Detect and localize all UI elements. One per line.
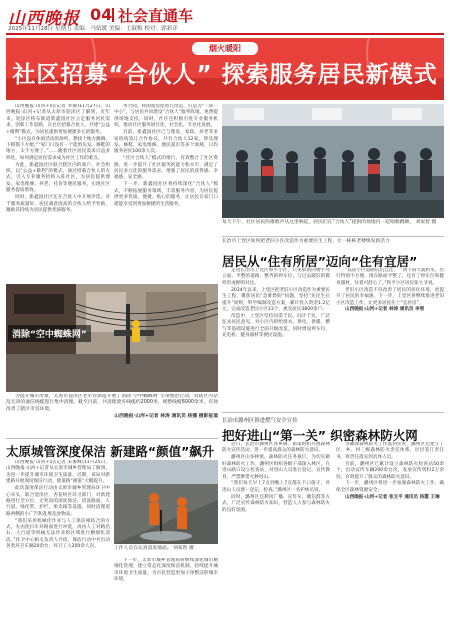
byline: 山西晚报·山河+记者 林涛 通讯员 杨娜 摄影报道 (114, 413, 218, 419)
paragraph: 为确保森林防火工作落到实处，潞州区还建立了区、乡、村三级森林防火责任体系，层层签订责任书，将责任落实到具体人员。 (336, 442, 444, 460)
photo-overlay-title: 消除“空中蜘蛛网” (8, 325, 91, 342)
paragraph: “以前小区道路坑坑洼洼，一到下雨天就积水，出行特别不方便。现在路面平整了，还有了停车位和健身器材，住着可舒心了。”和平小区居民张大爷说。 (336, 268, 444, 286)
paragraph: 此次深度保洁行动由太原市城乡管理局环卫中心牵头，联合迎泽区、杏花岭区环卫部门，对新建路进行全方位、无死角的深度保洁，清洗路面、人行道、绿化带、护栏、果皮箱等设施，同时清理道路两侧的小广告和乱堆乱放物品。 (6, 486, 110, 517)
paragraph: 下一步，太原市城乡管理局将继续深化城市精细化管理，建立常态化深度保洁机制，持续提升城市环境卫生质量，为市民营造更加干净整洁的城市环境。 (114, 558, 218, 583)
paragraph: 下一步，新鑫园社区将持续深化“合伙人”模式，不断拓展服务领域，丰富服务内容，为居民提供更多优质、便捷、贴心的服务，让居民在家门口就能享受到更加便捷的生活服务。 (114, 182, 218, 207)
article-title[interactable]: 把好进山“第一关” 织密森林防火网 (222, 428, 418, 443)
lead-photo-caption: 每天下午，社区居民的歌唱声从这里响起，居民们在“合伙人”提供的场地内一起唱歌跳舞。 刘家智 摄 (222, 220, 437, 225)
masthead (6, 2, 444, 32)
headline-banner (6, 38, 444, 100)
paragraph: “我们每天早上7点到晚上7点都在卡口值守，对进山人员逐一登记、检查。”潞州区一名护林员说。 (222, 481, 330, 493)
newspaper-logo[interactable]: 山西晚报 (8, 9, 80, 29)
section-title: 社会直通车 (118, 7, 194, 25)
paragraph: 近日，长治市潞州区各乡镇、街道组织开展森林防火宣传活动，进一步提高群众的森林防火意识。 (222, 442, 330, 454)
paragraph: 2024年以来，上党区把老旧小区改造作为重要民生工程，聚焦居民“急难愁盼”问题，坚持“先民生后提升”原则，科学编制改造方案，累计投入资金1.2亿元，完成改造老旧小区23个，惠及居民3800余户。 (222, 287, 330, 312)
paragraph: 为提升城市形象，太原市迎泽区老军营街道开展了消除“空中蜘蛛网”专项整治行动，对辖区内杂乱无章的通信线缆进行集中清理。截至目前，共清理废弃线缆约2000米，规整线缆6000余米，有效改善了辖区市容环境。 (6, 394, 218, 412)
masthead-divider (112, 8, 114, 22)
article-kicker: 长治市潞州区推进燃气安全宣传 (222, 418, 298, 424)
page-number: 04 (90, 5, 113, 24)
article-title[interactable]: 太原城管深度保洁 新建路“颜值”飙升 (6, 444, 215, 459)
article-col2 (336, 442, 444, 636)
paragraph: 走进长治市上党区和平小区，只见崭新的楼宇外立面、平整的道路、整齐的停车位，与过去破旧的模样形成鲜明对比。 (222, 268, 330, 286)
paragraph: 下一步，潞州区将进一步加强森林防火工作，确保全区森林资源安全。 (336, 481, 444, 493)
lead-photo-scene (222, 104, 444, 218)
paragraph: 改造中，上党区坚持问需于民、问计于民，广泛征求居民意见，对小区内的给排水、供电、供暖、燃气等基础设施进行全面升级改造，同时增设停车位、充电桩、健身器材等便民设施。 (222, 313, 330, 339)
byline: 山西晚报·山河+记者 张文平 通讯员 杨霞 王琳 (345, 494, 440, 500)
lead-article-col1 (6, 104, 110, 280)
paragraph: “小区没有休闲活动的场所，想找个地方跳舞、下棋都不方便。”“家门口没有一个能剪头发、修鞋的地方，太不方便了。”……随着社区居民需求日益多样化，如何满足居民需求成为社区工作的难点。 (6, 136, 110, 161)
paragraph: 同时，潞州区还利用广播、宣传车、微信群等方式，广泛宣传森林防火知识，营造人人参与森林防火的良好氛围。 (222, 494, 330, 513)
paragraph: 为此，新鑫园社区联合辖区内的商户、社会组织，以“公益+微利”的模式，通过招募合伙人的方式，引入专业服务机构入驻社区，为居民提供理发、家电维修、养老、托育等便民服务，实现社区服务提质增效。 (6, 162, 110, 194)
feature-summary (6, 394, 218, 438)
article-col1 (222, 442, 330, 636)
article-kicker: 长治市上党区如何把老旧小区改造作为重要民生工程，让一栋栋老楼焕发新活力 (222, 239, 390, 244)
dateline: 2025年11月28日 星期五 责编：马婧媛 美编：王淑梅 校对：郭彩萍 (8, 26, 178, 32)
paragraph: “社区合伙人”模式的推行，有效整合了社区资源，进一步提升了社区服务的能力和水平，满足了居民多元化的服务需求，增强了居民的获得感、幸福感、安全感。 (114, 156, 218, 181)
masthead-rule (6, 33, 444, 35)
lead-photo[interactable] (222, 104, 444, 218)
lead-article-col2 (114, 104, 218, 280)
article-title[interactable]: 居民从“住有所居”迈向“住有宜居” (222, 254, 418, 269)
lead-headline[interactable]: 社区招募“合伙人” 探索服务居民新模式 (12, 62, 438, 88)
article-col1 (222, 268, 330, 410)
paragraph: 目前，新鑫园社区已与理发、家政、养老等多家机构签订合作协议，共有合伙人12家，涉及理发、修鞋、家电维修、便民超市等多个领域，日均服务居民100余人次。 (114, 130, 218, 155)
divider (222, 236, 444, 237)
column-badge: 烟火暖阳 (192, 42, 258, 55)
divider (222, 412, 444, 413)
article-col2 (336, 268, 444, 410)
paragraph: 老旧小区改造不仅改善了居民的居住环境，更提升了居民的幸福感。下一步，上党区将继续推进老旧小区改造工作，让更多居民住上“宜居房”。 (336, 287, 444, 306)
paragraph: 目前，潞州区已累计设立森林防火检查站50余个，出动宣传车辆200余台次，发放宣传资料2万余份，有效提升了群众的森林防火意识。 (336, 461, 444, 480)
paragraph: 同时，新鑫园社区还在合伙人中开展评选，对于服务质量好、居民满意度高的合伙人给予奖励，激励其持续为居民提供优质服务。 (6, 195, 110, 213)
cleaning-photo[interactable] (114, 460, 218, 544)
paragraph: 山西晚报·山河+讯(记者 宋俊峰)11月25日，山西晚报·山河+记者从太原市城乡管理局了解到，为进一步提升城市环境卫生质量，近期，该局对新建路开展深度保洁行动，使道路“颜值”大幅提升。 (6, 460, 110, 485)
paragraph: 山西晚报·山河+讯(记者 李静)11月27日，山西晚报·山河+记者从太原市迎泽区了解到，近年来，迎泽区桥东街道新鑫园社区立足服务居民需求，创新工作思路，在社区招募合伙人，共建“公益+微利”模式，为居民提供更加便捷多元的服务。 (6, 104, 110, 135)
article-col1 (6, 460, 110, 636)
paragraph: “我们采用机械化作业与人工保洁相结合的方式，先由洗扫车对路面进行冲洗，再由人工对路沿石、人行道等机械无法作业的区域进行精细化清洁。”环卫中心相关负责人介绍，保洁行动中共出动各类环卫车辆20余台、环卫工人200余人次。 (6, 518, 110, 550)
divider (6, 438, 218, 439)
article-col2 (114, 558, 218, 636)
cleaning-photo-caption: 工作人员在认真清洗地面。 刘家智 摄 (114, 546, 194, 551)
paragraph: 务空间，将闲置房屋进行改造，打造为“一站一中心”，与居民共同建设“合伙人”服务阵地，免费提供场地支持，同时，社区还积极引进专业服务机构，推动社区服务项目化、社会化、专业化发展。 (114, 104, 218, 129)
byline: 山西晚报·山河+记者 林涛 通讯员 李智 (345, 307, 425, 313)
cleaning-photo-scene (114, 460, 218, 544)
paragraph: 潞州区山多林密，森林防火任务艰巨。为切实做好森林防火工作，潞州区组织各级干部深入林区，在进山路口设立检查站，对进山人员进行登记、宣传教育，严禁携带火种进山。 (222, 455, 330, 480)
